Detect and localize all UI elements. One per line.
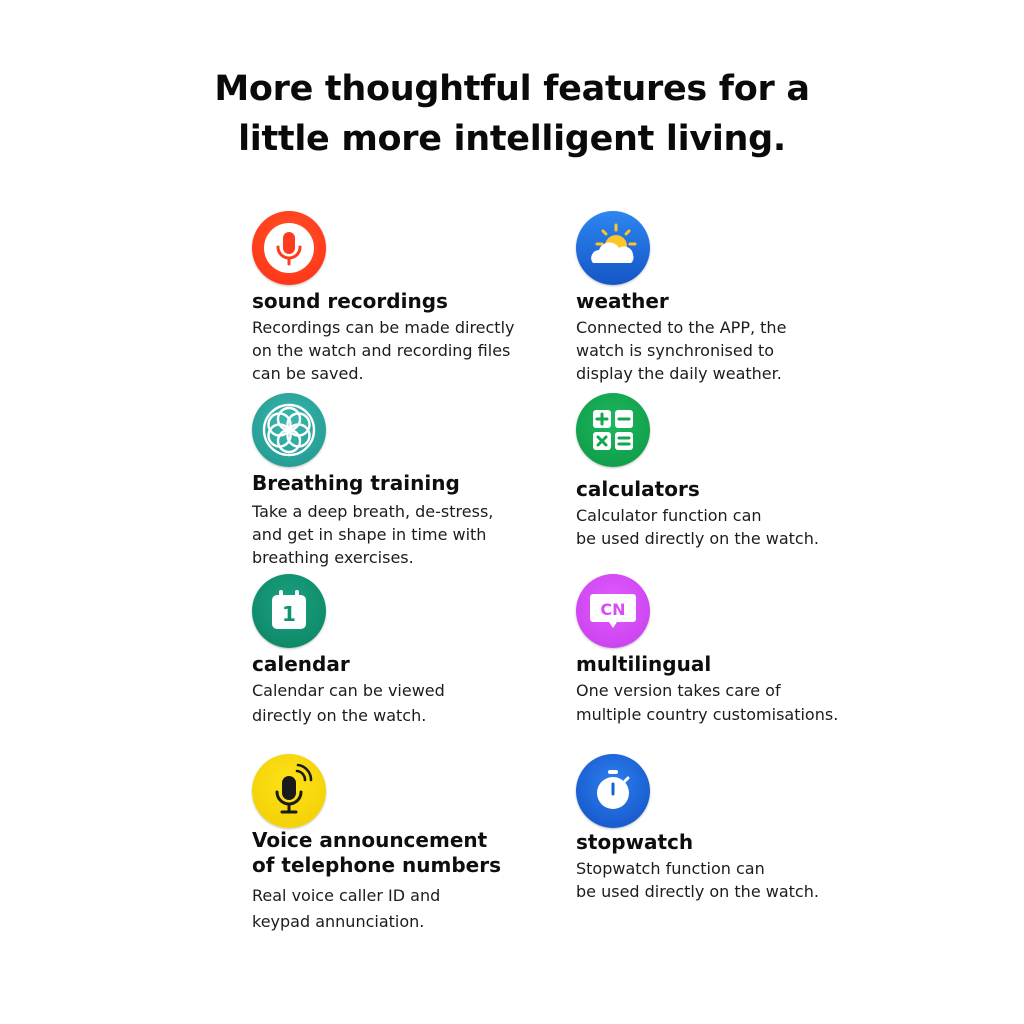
feature-calendar bbox=[252, 574, 612, 727]
feature-title: Breathing training bbox=[252, 471, 460, 495]
feature-calculators bbox=[576, 393, 936, 550]
headline-line-2: little more intelligent living. bbox=[238, 119, 786, 159]
feature-title: weather bbox=[576, 289, 669, 313]
feature-description: Connected to the APP, the watch is synchronised to display the daily weather. bbox=[576, 318, 787, 383]
calculator-icon bbox=[576, 393, 650, 467]
feature-stopwatch bbox=[576, 754, 936, 903]
feature-description: Take a deep breath, de-stress, and get in shape in time with breathing exercises. bbox=[252, 502, 494, 567]
feature-sound-recordings bbox=[252, 211, 612, 385]
language-bubble-icon bbox=[576, 574, 650, 648]
feature-title: calculators bbox=[576, 477, 700, 501]
microphone-icon bbox=[252, 211, 326, 285]
feature-title: Voice announcement of telephone numbers bbox=[252, 828, 501, 877]
feature-description: One version takes care of multiple country customisations. bbox=[576, 681, 839, 724]
feature-voice-announcement bbox=[252, 754, 612, 933]
feature-weather bbox=[576, 211, 936, 385]
feature-multilingual bbox=[576, 574, 936, 726]
voice-microphone-icon bbox=[252, 754, 326, 828]
feature-title: calendar bbox=[252, 652, 350, 676]
headline bbox=[0, 64, 1024, 164]
feature-title: multilingual bbox=[576, 652, 712, 676]
feature-description: Calculator function can be used directly on the watch. bbox=[576, 506, 819, 548]
feature-title: stopwatch bbox=[576, 830, 694, 854]
calendar-icon bbox=[252, 574, 326, 648]
feature-description: Recordings can be made directly on the watch and recording files can be saved. bbox=[252, 318, 515, 383]
feature-description: Calendar can be viewed directly on the watch. bbox=[252, 681, 445, 725]
feature-description: Real voice caller ID and keypad annunciation. bbox=[252, 886, 441, 931]
flower-of-life-icon bbox=[252, 393, 326, 467]
headline-line-1: More thoughtful features for a bbox=[214, 69, 810, 109]
sun-cloud-icon bbox=[576, 211, 650, 285]
calendar-day-number: 1 bbox=[282, 602, 296, 626]
feature-breathing-training bbox=[252, 393, 612, 569]
language-code-badge: CN bbox=[600, 600, 626, 619]
feature-description: Stopwatch function can be used directly on the watch. bbox=[576, 859, 819, 901]
stopwatch-icon bbox=[576, 754, 650, 828]
feature-title: sound recordings bbox=[252, 289, 448, 313]
